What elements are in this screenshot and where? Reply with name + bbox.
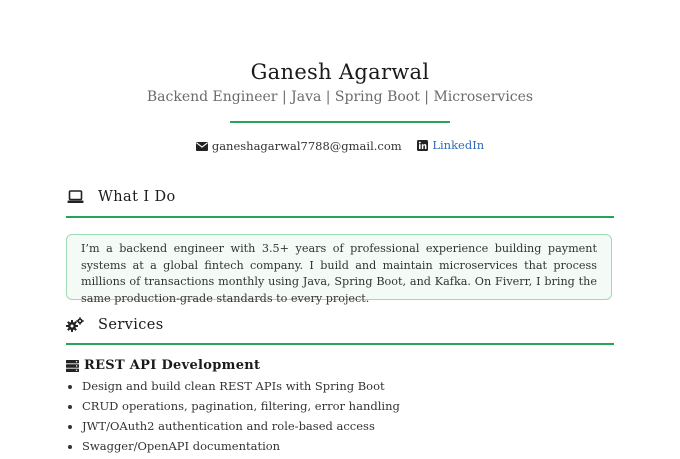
laptop-icon xyxy=(66,188,84,206)
list-item: • CRUD operations, pagination, filtering, error handling xyxy=(82,396,400,416)
list-item: • Swagger/OpenAPI documentation xyxy=(82,436,400,456)
services-divider xyxy=(66,343,614,345)
linkedin-link[interactable]: LinkedIn xyxy=(432,138,485,152)
list-item: • JWT/OAuth2 authentication and role-based access xyxy=(82,416,400,436)
service-title-text: REST API Development xyxy=(84,358,261,373)
services-section-header xyxy=(66,316,614,334)
service-bullets xyxy=(66,376,400,456)
service-title xyxy=(66,358,260,373)
about-text: I’m a backend engineer with 3.5+ years of professional experience building payment systems at a global fintech company. I build and maintain microservices that process millions of transactions monthly using Java, Spring Boot, and Kafka. On Fiverr, I bring the same production-grade standards to every project. xyxy=(81,242,597,305)
about-section-header xyxy=(66,188,614,206)
email-contact[interactable] xyxy=(196,138,402,154)
header-divider xyxy=(230,121,450,123)
services-heading: Services xyxy=(98,317,164,333)
email-text: ganeshagarwal7788@gmail.com xyxy=(211,139,402,153)
about-divider xyxy=(66,216,614,218)
person-subtitle: Backend Engineer | Java | Spring Boot | Microservices xyxy=(146,89,534,105)
about-heading: What I Do xyxy=(98,189,176,205)
person-name: Ganesh Agarwal xyxy=(250,60,430,84)
linkedin-contact[interactable] xyxy=(417,137,484,153)
server-icon xyxy=(66,360,79,372)
contact-row xyxy=(0,137,680,155)
gears-icon xyxy=(66,316,84,334)
envelope-icon xyxy=(196,142,208,151)
resume-header xyxy=(0,58,680,107)
linkedin-icon xyxy=(417,140,428,151)
about-box xyxy=(66,234,612,305)
list-item: • Design and build clean REST APIs with Spring Boot xyxy=(82,376,400,396)
